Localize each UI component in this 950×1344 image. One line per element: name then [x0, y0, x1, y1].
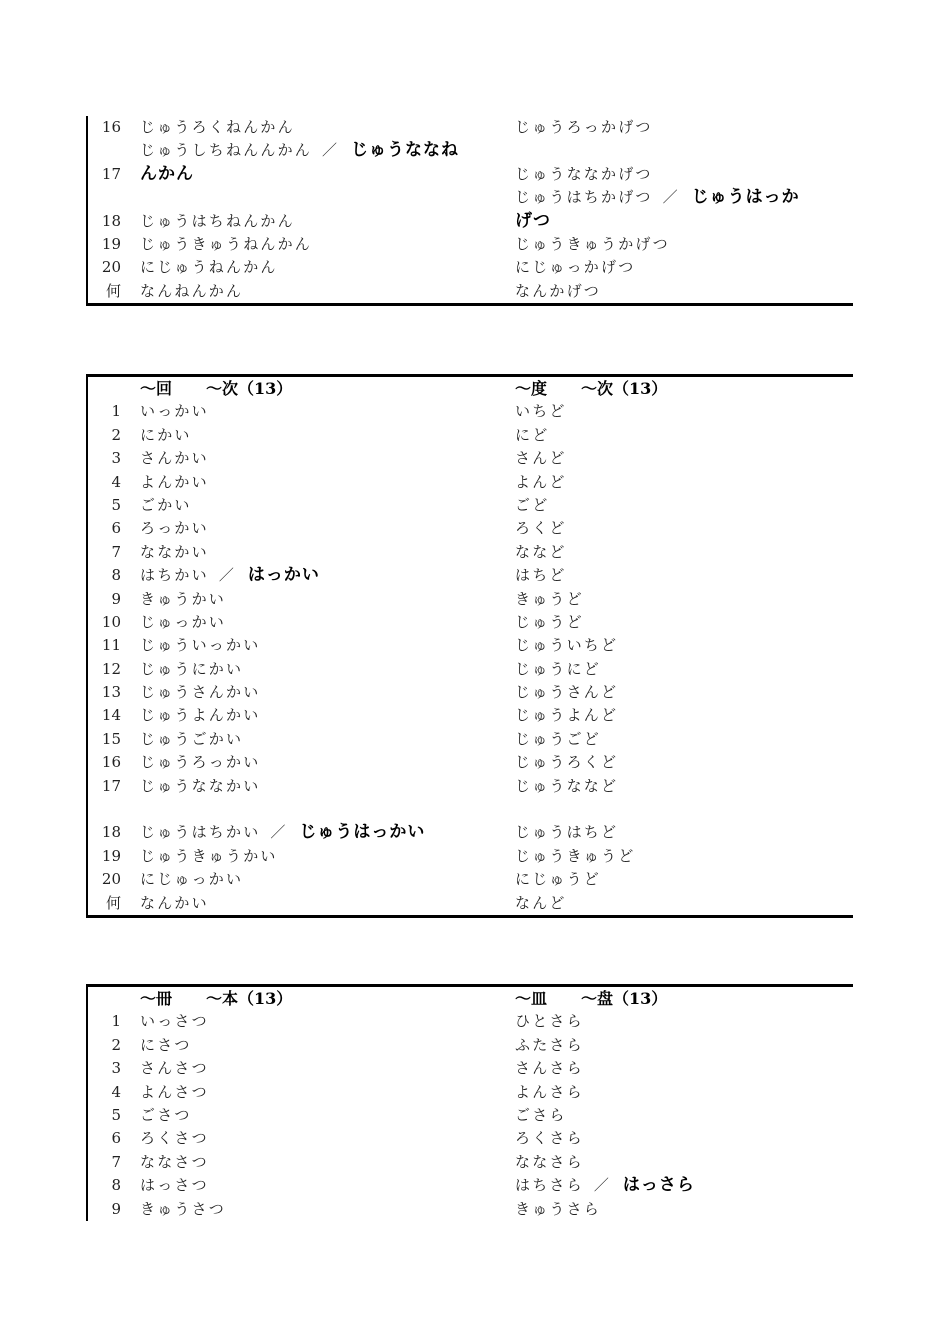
- reading-right: じゅういちど: [515, 636, 619, 655]
- row-number: 5: [111, 1105, 121, 1124]
- table-header: [88, 987, 853, 1010]
- table-row: [88, 588, 853, 611]
- table-header: [88, 377, 853, 400]
- table-row: [88, 681, 853, 704]
- table-row: [88, 494, 853, 517]
- reading-right: はちさら: [515, 1176, 584, 1195]
- reading-left: ろくさつ: [140, 1129, 209, 1148]
- reading-left: じゅうろくねんかん: [140, 118, 295, 136]
- reading-left: さんかい: [140, 449, 209, 468]
- reading-left: じゅうよんかい: [140, 706, 261, 725]
- row-number: 6: [111, 1129, 121, 1148]
- table-row: [88, 1010, 853, 1033]
- slash-separator: ／: [322, 141, 338, 160]
- reading-left: きゅうかい: [140, 589, 227, 608]
- alt-reading-right: じゅうはっか: [691, 187, 800, 208]
- reading-right: じゅうきゅうど: [515, 846, 636, 865]
- reading-right: きゅうさら: [515, 1199, 602, 1218]
- reading-left: にじゅうねんかん: [140, 258, 278, 277]
- table-body: [88, 400, 853, 915]
- reading-left: いっさつ: [140, 1012, 209, 1031]
- row-number: 15: [101, 729, 121, 748]
- reading-left: ななかい: [140, 542, 209, 561]
- row-number: 20: [101, 870, 121, 889]
- reading-left: じゅうごかい: [140, 729, 244, 748]
- row-number: 10: [101, 612, 121, 631]
- reading-left: ななさつ: [140, 1152, 209, 1171]
- reading-left: はちかい: [140, 566, 209, 585]
- row-number: 14: [101, 706, 121, 725]
- row-number: 9: [111, 1199, 121, 1218]
- reading-right: ごさら: [515, 1105, 567, 1124]
- reading-right: じゅうごど: [515, 729, 602, 748]
- header-left-counter: ～冊: [140, 989, 173, 1008]
- row-number: 16: [101, 118, 121, 136]
- row-number: 8: [111, 566, 121, 585]
- reading-right: じゅうはちかげつ: [515, 188, 653, 207]
- header-right-chinese: ～盘（13）: [581, 989, 668, 1008]
- row-number: 4: [111, 1082, 121, 1101]
- row-number: 17: [101, 164, 121, 183]
- reading-right: じゅうななど: [515, 776, 619, 795]
- table-body: [88, 1010, 853, 1221]
- header-left-chinese: ～次（13）: [206, 379, 293, 398]
- row-number: 19: [101, 846, 121, 865]
- reading-right: にど: [515, 425, 550, 444]
- reading-left: なんかい: [140, 893, 209, 912]
- table-row: [88, 280, 853, 303]
- table-row: [88, 1104, 853, 1127]
- row-number: 3: [111, 1059, 121, 1078]
- table-row: [88, 1151, 853, 1174]
- row-number: 6: [111, 519, 121, 538]
- alt-reading-left: じゅうななね: [351, 140, 460, 161]
- alt-reading-left: じゅうはっかい: [299, 822, 426, 843]
- row-number: 8: [111, 1176, 121, 1195]
- row-number: 何: [105, 281, 121, 300]
- reading-right: よんさら: [515, 1082, 584, 1101]
- row-number: 13: [101, 683, 121, 702]
- counter-table-years-months-continued: [86, 116, 853, 306]
- reading-right: ななど: [515, 542, 567, 561]
- reading-left: じゅうななかい: [140, 776, 261, 795]
- reading-right: じゅうさんど: [515, 683, 619, 702]
- reading-right: よんど: [515, 472, 567, 491]
- reading-left: じゅっかい: [140, 612, 227, 631]
- table-row: [88, 233, 853, 256]
- reading-right: じゅうにど: [515, 659, 602, 678]
- spacer-row: [88, 798, 853, 821]
- reading-right: きゅうど: [515, 589, 584, 608]
- reading-left: よんかい: [140, 472, 209, 491]
- table-row: [88, 775, 853, 798]
- reading-right: さんど: [515, 449, 567, 468]
- table-row: [88, 751, 853, 774]
- table-row: [88, 163, 853, 186]
- table-row: [88, 424, 853, 447]
- reading-left: はっさつ: [140, 1176, 209, 1195]
- reading-left: じゅうはちかい: [140, 823, 261, 842]
- reading-left: きゅうさつ: [140, 1199, 227, 1218]
- slash-separator: ／: [662, 188, 678, 207]
- reading-right: ろくさら: [515, 1129, 584, 1148]
- reading-right: じゅうきゅうかげつ: [515, 234, 670, 253]
- slash-separator: ／: [270, 823, 286, 842]
- reading-left: にさつ: [140, 1035, 192, 1054]
- table-row: [88, 471, 853, 494]
- row-number: 1: [111, 402, 121, 421]
- table-row: [88, 892, 853, 915]
- table-row: [88, 728, 853, 751]
- reading-left: にじゅっかい: [140, 870, 244, 889]
- row-number: 2: [111, 1035, 121, 1054]
- row-number: 19: [101, 234, 121, 253]
- reading-right: ななさら: [515, 1152, 584, 1171]
- header-left-counter: ～回: [140, 379, 173, 398]
- reading-right: はちど: [515, 566, 567, 585]
- reading-right: なんかげつ: [515, 281, 602, 300]
- header-right-counter: ～度: [515, 379, 548, 398]
- row-number: 2: [111, 425, 121, 444]
- table-row: [88, 821, 853, 844]
- table-row: [88, 541, 853, 564]
- row-number: 7: [111, 542, 121, 561]
- reading-right: じゅうど: [515, 612, 584, 631]
- counter-table-times: [86, 374, 853, 918]
- table-row: [88, 1057, 853, 1080]
- row-number: 18: [101, 823, 121, 842]
- reading-left: ろっかい: [140, 519, 209, 538]
- table-row: [88, 517, 853, 540]
- reading-right: にじゅっかげつ: [515, 258, 636, 277]
- row-number: 11: [101, 636, 121, 655]
- reading-left: じゅうろっかい: [140, 753, 261, 772]
- row-number: 17: [101, 776, 121, 795]
- alt-reading-right: はっさら: [622, 1175, 695, 1196]
- row-number: 18: [101, 211, 121, 230]
- table-row: [88, 634, 853, 657]
- table-row: [88, 845, 853, 868]
- reading-left: じゅうきゅうかい: [140, 846, 278, 865]
- table-row: [88, 116, 853, 139]
- reading-left: じゅうさんかい: [140, 683, 261, 702]
- slash-separator: ／: [593, 1176, 609, 1195]
- table-row: [88, 1034, 853, 1057]
- reading-right: じゅうななかげつ: [515, 164, 653, 183]
- reading-right: じゅうろくど: [515, 753, 619, 772]
- reading-right: ふたさら: [515, 1035, 584, 1054]
- alt-reading-left: はっかい: [247, 565, 320, 586]
- table-row: [88, 210, 853, 233]
- reading-right: じゅうろっかげつ: [515, 118, 653, 136]
- alt-reading-right-continued: げつ: [515, 210, 551, 231]
- table-row: [88, 1081, 853, 1104]
- row-number: 16: [101, 753, 121, 772]
- reading-right: なんど: [515, 893, 567, 912]
- reading-left: じゅうはちねんかん: [140, 211, 295, 230]
- reading-right: さんさら: [515, 1059, 584, 1078]
- reading-left: ごかい: [140, 495, 192, 514]
- row-number: 9: [111, 589, 121, 608]
- row-number: 何: [105, 893, 121, 912]
- reading-left: にかい: [140, 425, 192, 444]
- table-row: [88, 1174, 853, 1197]
- reading-right: ろくど: [515, 519, 567, 538]
- reading-left: よんさつ: [140, 1082, 209, 1101]
- alt-reading-left-continued: んかん: [140, 163, 194, 184]
- row-number: 12: [101, 659, 121, 678]
- table-row: [88, 256, 853, 279]
- table-row: [88, 400, 853, 423]
- reading-left: なんねんかん: [140, 281, 244, 300]
- row-number: 1: [111, 1012, 121, 1031]
- header-right-chinese: ～次（13）: [581, 379, 668, 398]
- reading-right: じゅうよんど: [515, 706, 619, 725]
- header-left-chinese: ～本（13）: [206, 989, 293, 1008]
- reading-right: にじゅうど: [515, 870, 602, 889]
- table-row: [88, 186, 853, 209]
- reading-left: じゅうにかい: [140, 659, 244, 678]
- row-number: 7: [111, 1152, 121, 1171]
- reading-left: じゅうきゅうねんかん: [140, 234, 313, 253]
- reading-left: じゅうしちねんんかん: [140, 141, 313, 160]
- table-row: [88, 1198, 853, 1221]
- table-row: [88, 868, 853, 891]
- counter-table-books-plates: [86, 984, 853, 1221]
- table-row: [88, 704, 853, 727]
- table-row: [88, 564, 853, 587]
- table-row: [88, 611, 853, 634]
- reading-right: ごど: [515, 495, 550, 514]
- table-row: [88, 658, 853, 681]
- table-row: [88, 1127, 853, 1150]
- table-row: [88, 139, 853, 162]
- row-number: 20: [101, 258, 121, 277]
- header-right-counter: ～皿: [515, 989, 548, 1008]
- reading-right: いちど: [515, 402, 567, 421]
- reading-right: ひとさら: [515, 1012, 584, 1031]
- row-number: 5: [111, 495, 121, 514]
- reading-right: じゅうはちど: [515, 823, 619, 842]
- reading-left: じゅういっかい: [140, 636, 261, 655]
- slash-separator: ／: [218, 566, 234, 585]
- row-number: 3: [111, 449, 121, 468]
- reading-left: いっかい: [140, 402, 209, 421]
- row-number: 4: [111, 472, 121, 491]
- reading-left: ごさつ: [140, 1105, 192, 1124]
- reading-left: さんさつ: [140, 1059, 209, 1078]
- table-row: [88, 447, 853, 470]
